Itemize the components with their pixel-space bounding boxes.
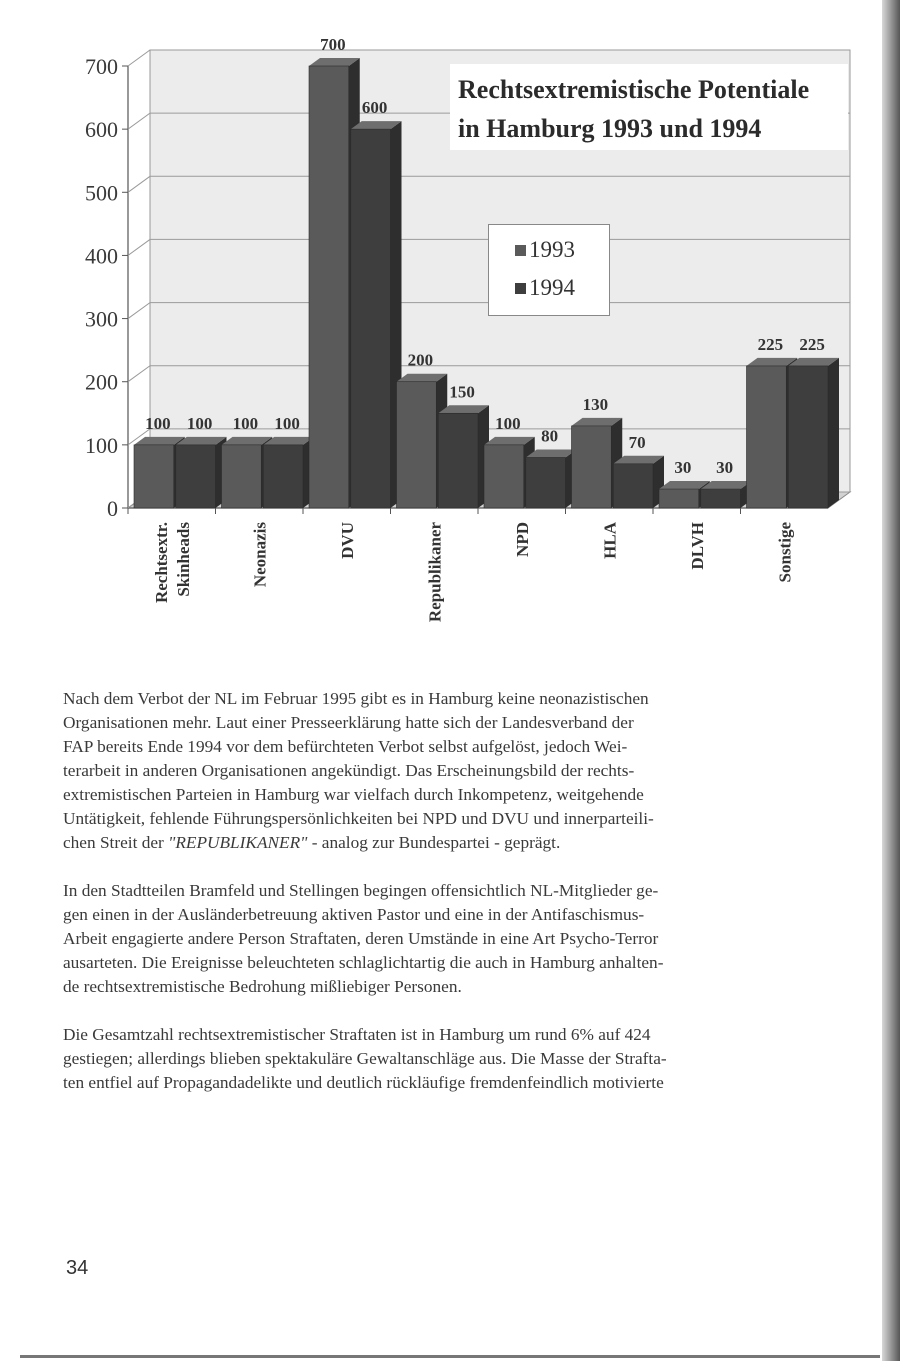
x-tick-label-group bbox=[688, 522, 707, 570]
x-tick-label-group bbox=[250, 522, 269, 588]
bar-1993 bbox=[572, 426, 612, 508]
p1-last-line bbox=[63, 831, 863, 855]
y-tick-label: 200 bbox=[85, 369, 118, 395]
data-label-1993: 100 bbox=[495, 413, 521, 433]
bar-1993 bbox=[659, 489, 699, 508]
data-label-1994: 150 bbox=[449, 382, 475, 402]
y-tick-label: 700 bbox=[85, 54, 118, 79]
p1-line: Nach dem Verbot der NL im Februar 1995 gibt es in Hamburg keine neonazistischen bbox=[63, 689, 649, 708]
body-text bbox=[63, 687, 863, 1119]
p2-line: gen einen in der Ausländerbetreuung aktiven Pastor und eine in der Antifaschismus- bbox=[63, 905, 645, 924]
data-label-1994: 100 bbox=[274, 413, 300, 433]
data-label-1993: 100 bbox=[145, 413, 171, 433]
p1-line: FAP bereits Ende 1994 vor dem befürchteten Verbot selbst aufgelöst, jedoch Wei- bbox=[63, 737, 628, 756]
y-tick-label: 600 bbox=[85, 117, 118, 143]
page-bottom-rule bbox=[20, 1355, 880, 1358]
bar-1993 bbox=[309, 66, 349, 508]
p1-last-pre: chen Streit der bbox=[63, 833, 169, 852]
data-label-1994: 100 bbox=[186, 413, 213, 433]
y-tick-label: 0 bbox=[107, 496, 118, 521]
data-label-1993: 700 bbox=[320, 35, 346, 54]
bar-1994 bbox=[788, 366, 828, 508]
x-tick-label: HLA bbox=[600, 522, 620, 559]
data-label-1993: 30 bbox=[674, 458, 692, 478]
bar-1994 bbox=[526, 457, 566, 508]
data-label-1994: 80 bbox=[541, 426, 559, 446]
p2-line: In den Stadtteilen Bramfeld und Stellingen begingen offensichtlich NL-Mitglieder ge- bbox=[63, 881, 659, 900]
p3-line: Die Gesamtzahl rechtsextremistischer Straftaten ist in Hamburg um rund 6% auf 424 bbox=[63, 1025, 651, 1044]
data-label-1994: 600 bbox=[361, 98, 388, 118]
bar-1993 bbox=[222, 445, 262, 508]
data-label-1994: 30 bbox=[716, 458, 734, 478]
bar-1993 bbox=[747, 366, 787, 508]
p1-last-post: - analog zur Bundespartei - geprägt. bbox=[307, 833, 561, 852]
page-number: 34 bbox=[66, 1257, 89, 1279]
paragraph-1 bbox=[63, 687, 863, 855]
p2-line: de rechtsextremistische Bedrohung mißliebiger Personen. bbox=[63, 977, 462, 996]
data-label-1993: 100 bbox=[232, 413, 259, 433]
data-label-1993: 130 bbox=[582, 394, 609, 414]
x-tick-label-group bbox=[513, 522, 532, 557]
bar-1994 bbox=[438, 413, 478, 508]
x-tick-label: Skinheads bbox=[173, 522, 193, 597]
p2-line: ausarteten. Die Ereignisse beleuchteten schlaglichtartig die auch in Hamburg anhalten- bbox=[63, 953, 664, 972]
x-tick-label-group bbox=[775, 522, 794, 583]
bar-1994 bbox=[701, 489, 741, 508]
p1-line: Organisationen mehr. Laut einer Presseerklärung hatte sich der Landesverband der bbox=[63, 713, 634, 732]
bar-1994 bbox=[351, 129, 391, 508]
x-tick-label-group bbox=[338, 522, 357, 559]
y-tick-label: 400 bbox=[85, 243, 118, 269]
x-tick-label-group bbox=[600, 521, 619, 559]
x-tick-label: Sonstige bbox=[775, 522, 795, 583]
paragraph-2 bbox=[63, 879, 863, 999]
legend-swatch-1994 bbox=[515, 283, 526, 294]
p3-line: ten entfiel auf Propagandadelikte und deutlich rückläufige fremdenfeindlich motivierte bbox=[63, 1073, 664, 1092]
x-tick-label: Neonazis bbox=[250, 522, 270, 588]
chart-title-line2: in Hamburg 1993 und 1994 bbox=[458, 114, 762, 143]
data-label-1994: 70 bbox=[628, 432, 646, 452]
x-tick-label-group bbox=[425, 522, 444, 623]
bar-1993 bbox=[397, 382, 437, 508]
y-tick-label: 500 bbox=[85, 180, 118, 206]
chart-title-line1: Rechtsextremistische Potentiale bbox=[458, 75, 810, 104]
legend-label-1994: 1994 bbox=[529, 275, 575, 300]
p1-line: terarbeit in anderen Organisationen angekündigt. Das Erscheinungsbild der rechts- bbox=[63, 761, 635, 780]
bar-1993 bbox=[134, 445, 174, 508]
x-tick-label: DLVH bbox=[687, 522, 707, 570]
legend-item-1994 bbox=[515, 269, 609, 307]
paragraph-3 bbox=[63, 1023, 863, 1095]
chart-title bbox=[450, 64, 848, 150]
bar-side bbox=[828, 358, 839, 508]
y-tick-label: 100 bbox=[85, 432, 118, 458]
x-tick-label: DVU bbox=[337, 522, 357, 559]
legend-swatch-1993 bbox=[515, 245, 526, 256]
p2-line: Arbeit engagierte andere Person Straftaten, deren Umstände in eine Art Psycho-Terror bbox=[63, 929, 659, 948]
p1-line: extremistischen Parteien in Hamburg war vielfach durch Inkompetenz, weitgehende bbox=[63, 785, 644, 804]
p1-line: Untätigkeit, fehlende Führungspersönlichkeiten bei NPD und DVU und innerparteili- bbox=[63, 809, 654, 828]
x-tick-label: Republikaner bbox=[425, 522, 445, 623]
page-edge-shadow bbox=[882, 0, 900, 1361]
bar-1994 bbox=[176, 445, 216, 508]
x-tick-label-group bbox=[152, 522, 193, 603]
y-tick-label: 300 bbox=[85, 306, 118, 332]
bar-1993 bbox=[484, 445, 524, 508]
legend-item-1993 bbox=[515, 231, 609, 269]
data-label-1994: 225 bbox=[799, 334, 825, 354]
data-label-1993: 200 bbox=[407, 350, 434, 370]
bar-1994 bbox=[613, 464, 653, 508]
data-label-1993: 225 bbox=[757, 334, 784, 354]
bar-1994 bbox=[263, 445, 303, 508]
p3-line: gestiegen; allerdings blieben spektakuläre Gewaltanschläge aus. Die Masse der Strafta- bbox=[63, 1049, 667, 1068]
republikaner-emphasis: "REPUBLIKANER" bbox=[168, 833, 308, 852]
legend-label-1993: 1993 bbox=[529, 237, 575, 262]
chart-legend bbox=[488, 224, 610, 316]
x-tick-label: Rechtsextr. bbox=[151, 522, 171, 604]
x-tick-label: NPD bbox=[512, 522, 532, 557]
